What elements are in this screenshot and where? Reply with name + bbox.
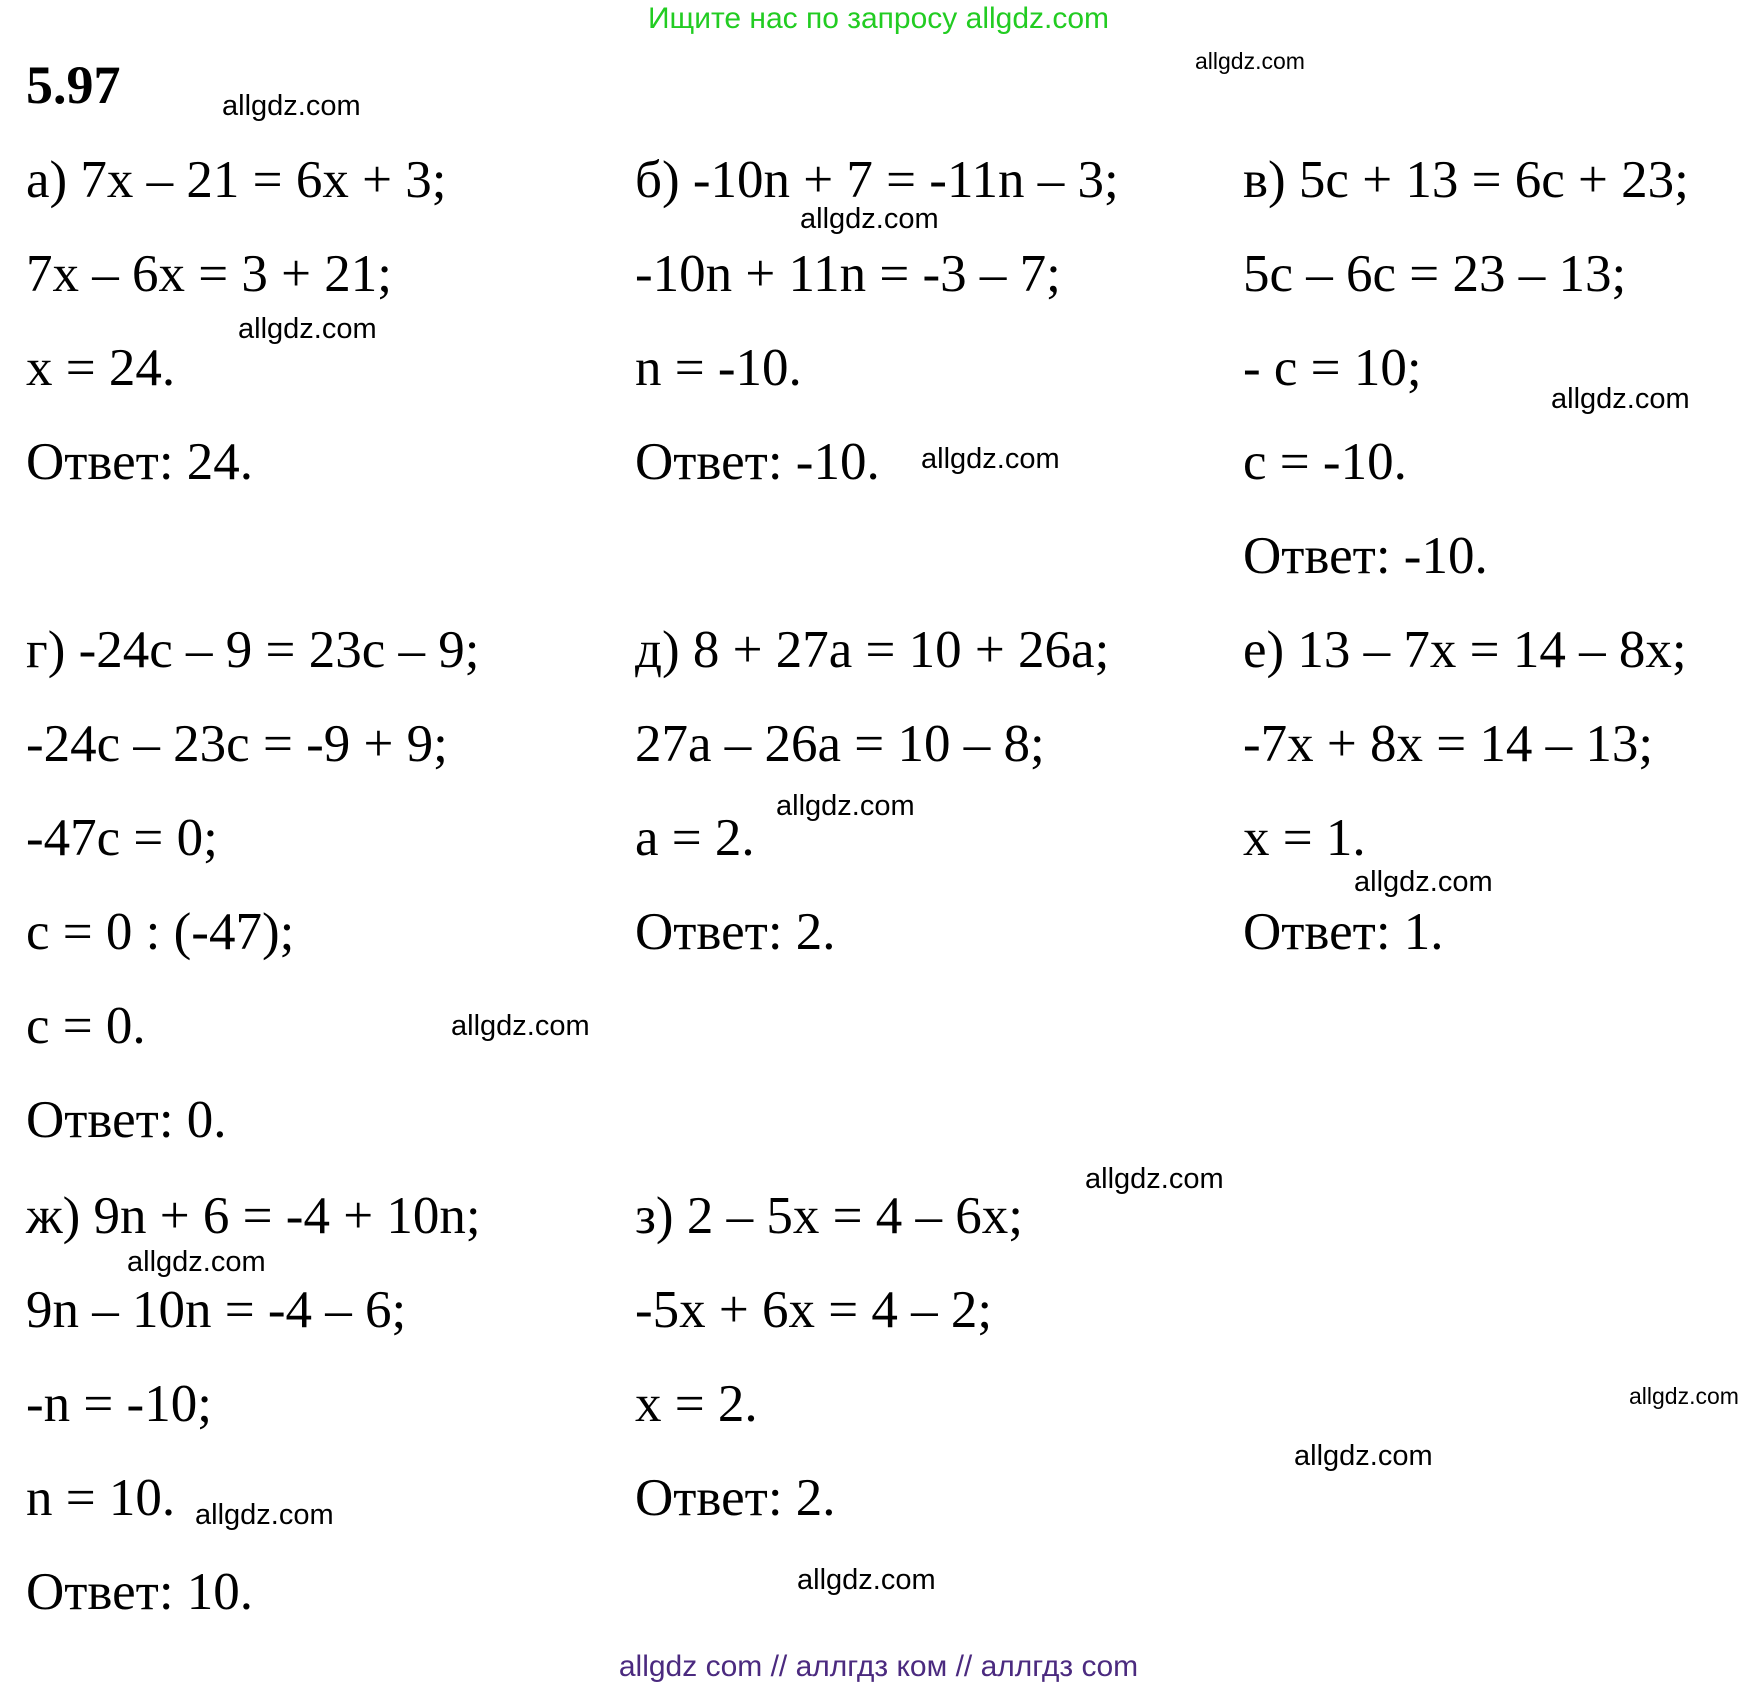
solution-line: -n = -10; xyxy=(26,1375,212,1433)
solution-line: n = 10. xyxy=(26,1469,176,1527)
solution-line: 7x – 6x = 3 + 21; xyxy=(26,245,393,303)
footer-links[interactable]: allgdz com // аллгдз ком // аллгдз com xyxy=(618,1650,1139,1683)
watermark: allgdz.com xyxy=(1294,1440,1433,1472)
answer-line: Ответ: 0. xyxy=(26,1091,227,1149)
solution-line: -47c = 0; xyxy=(26,809,218,867)
solution-line: -24c – 23c = -9 + 9; xyxy=(26,715,448,773)
watermark: allgdz.com xyxy=(776,790,915,822)
answer-line: Ответ: 2. xyxy=(635,903,836,961)
watermark: allgdz.com xyxy=(238,313,377,345)
solution-line: ж) 9n + 6 = -4 + 10n; xyxy=(26,1187,481,1245)
solution-line: - c = 10; xyxy=(1243,339,1422,397)
watermark: allgdz.com xyxy=(921,443,1060,475)
answer-line: Ответ: -10. xyxy=(635,433,880,491)
watermark: allgdz.com xyxy=(1195,48,1305,74)
watermark: allgdz.com xyxy=(222,90,361,122)
solution-z xyxy=(635,1186,1023,1562)
answer-line: Ответ: -10. xyxy=(1243,527,1488,585)
solution-line: n = -10. xyxy=(635,339,802,397)
solution-g xyxy=(26,620,479,1184)
solution-line: -5x + 6x = 4 – 2; xyxy=(635,1281,993,1339)
solution-line: в) 5c + 13 = 6c + 23; xyxy=(1243,151,1689,209)
watermark: allgdz.com xyxy=(451,1010,590,1042)
solution-e xyxy=(1243,620,1687,996)
answer-line: Ответ: 2. xyxy=(635,1469,836,1527)
answer-line: Ответ: 1. xyxy=(1243,903,1444,961)
answer-line: Ответ: 10. xyxy=(26,1563,254,1621)
solution-line: 27a – 26a = 10 – 8; xyxy=(635,715,1045,773)
solution-line: a = 2. xyxy=(635,809,755,867)
solution-line: c = -10. xyxy=(1243,433,1407,491)
solution-line: -10n + 11n = -3 – 7; xyxy=(635,245,1061,303)
watermark: allgdz.com xyxy=(127,1246,266,1278)
solution-line: е) 13 – 7x = 14 – 8x; xyxy=(1243,621,1687,679)
watermark: allgdz.com xyxy=(1085,1163,1224,1195)
solution-line: д) 8 + 27a = 10 + 26a; xyxy=(635,621,1110,679)
solution-line: г) -24c – 9 = 23c – 9; xyxy=(26,621,480,679)
solution-line: а) 7x – 21 = 6x + 3; xyxy=(26,151,447,209)
solution-line: x = 24. xyxy=(26,339,176,397)
solution-line: з) 2 – 5x = 4 – 6x; xyxy=(635,1187,1023,1245)
exercise-number: 5.97 xyxy=(26,55,121,115)
solution-line: x = 2. xyxy=(635,1375,758,1433)
solution-line: -7x + 8x = 14 – 13; xyxy=(1243,715,1654,773)
solution-line: c = 0. xyxy=(26,997,146,1055)
solution-line: б) -10n + 7 = -11n – 3; xyxy=(635,151,1119,209)
solution-line: c = 0 : (-47); xyxy=(26,903,295,961)
watermark: allgdz.com xyxy=(797,1564,936,1596)
watermark: allgdz.com xyxy=(1354,866,1493,898)
watermark: allgdz.com xyxy=(800,203,939,235)
solution-line: 9n – 10n = -4 – 6; xyxy=(26,1281,407,1339)
search-banner[interactable]: Ищите нас по запросу allgdz.com xyxy=(647,2,1110,35)
solution-line: 5c – 6c = 23 – 13; xyxy=(1243,245,1627,303)
watermark: allgdz.com xyxy=(195,1499,334,1531)
watermark: allgdz.com xyxy=(1629,1383,1739,1409)
watermark: allgdz.com xyxy=(1551,383,1690,415)
solution-a xyxy=(26,150,446,526)
solution-line: x = 1. xyxy=(1243,809,1366,867)
answer-line: Ответ: 24. xyxy=(26,433,254,491)
